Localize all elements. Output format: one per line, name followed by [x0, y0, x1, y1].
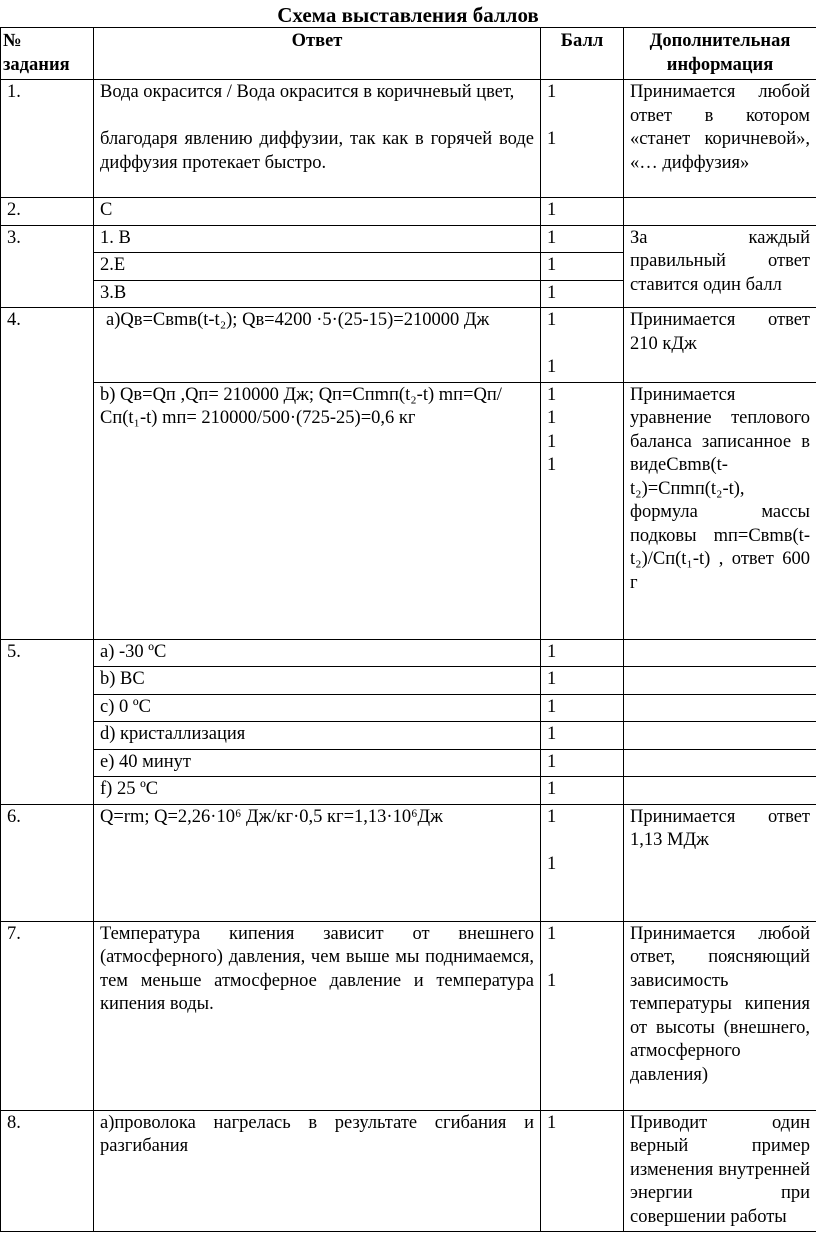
answer-text: Qп=Спmп(t₂-t) [318, 384, 435, 405]
answer-cell [94, 804, 541, 921]
info-cell: Принимается любой ответ в котором «станет коричневой», «… диффузия» [624, 80, 816, 198]
points-cell [541, 382, 624, 639]
table-row [1, 639, 816, 667]
points-value: 1 [541, 198, 624, 226]
table-row [1, 80, 816, 198]
answer-text: 3.В [94, 280, 541, 308]
table-row [1, 804, 816, 921]
answer-text: благодаря явлению диффузии, так как в горячей воде диффузия протекает быстро. [100, 129, 534, 173]
answer-text: c) 0 ºС [94, 694, 541, 722]
table-row [1, 382, 816, 639]
table-row [1, 308, 816, 383]
info-cell [624, 639, 816, 667]
info-cell: Приводит один верный пример изменения внутренней энергии при совершении работы [624, 1110, 816, 1232]
points-value: 1 [541, 749, 624, 777]
points-cell [541, 921, 624, 1110]
task-number: 2. [1, 198, 94, 226]
answer-cell [94, 308, 541, 383]
answer-text: mп=Qп/Сп(t₁-t) [100, 384, 502, 428]
points-value: 1 [547, 455, 557, 475]
answer-cell [94, 382, 541, 639]
table-row [1, 225, 816, 253]
task-number: 4. [1, 308, 94, 640]
header-answer: Ответ [94, 28, 541, 80]
table-row [1, 198, 816, 226]
points-value: 1 [547, 310, 557, 330]
points-value: 1 [547, 806, 557, 827]
points-value: 1 [547, 970, 557, 991]
info-cell [624, 722, 816, 750]
points-value: 1 [547, 82, 557, 102]
info-cell [624, 667, 816, 695]
task-number: 8. [1, 1110, 94, 1232]
points-value: 1 [547, 408, 557, 428]
table-row [1, 777, 816, 805]
table-row [1, 921, 816, 1110]
answer-text: С [94, 198, 541, 226]
answer-text: e) 40 минут [94, 749, 541, 777]
task-number: 5. [1, 639, 94, 804]
table-row [1, 694, 816, 722]
answer-text: Qв=4200 ·5·(25-15)=210000 Дж [242, 310, 490, 330]
points-value: 1 [547, 129, 557, 149]
points-value: 1 [547, 384, 557, 405]
table-row [1, 722, 816, 750]
answer-text: f) 25 ºС [94, 777, 541, 805]
points-value: 1 [547, 357, 557, 377]
answer-text: mп= 210000/500·(725-25)=0,6 кг [162, 408, 416, 428]
info-cell: Принимается ответ 210 кДж [624, 308, 816, 383]
answer-text: 1. В [94, 225, 541, 253]
points-cell [541, 804, 624, 921]
info-cell [624, 694, 816, 722]
info-cell: Принимается любой ответ, поясняющий зависимость температуры кипения от высоты (внешнего, атмосферного давления) [624, 921, 816, 1110]
points-value: 1 [541, 667, 624, 695]
answer-text: Температура кипения зависит от внешнего (атмосферного) давления, чем выше мы поднимаемся, тем меньше атмосферное давление и температура кипения воды. [94, 921, 541, 1110]
points-value: 1 [541, 694, 624, 722]
answer-text: а)проволока нагрелась в результате сгибания и разгибания [94, 1110, 541, 1232]
points-value: 1 [541, 253, 624, 281]
info-cell [624, 749, 816, 777]
points-value: 1 [541, 280, 624, 308]
answer-text: а)Qв=Свmв(t-t₂); [106, 310, 238, 330]
grading-table [0, 27, 816, 1232]
points-value: 1 [541, 639, 624, 667]
task-number: 3. [1, 225, 94, 308]
points-value: 1 [541, 225, 624, 253]
points-value: 1 [547, 853, 557, 874]
answer-text: Q=2,26·10⁶ Дж/кг·0,5 кг=1,13·10⁶Дж [154, 806, 443, 827]
page-title: Схема выставления баллов [277, 3, 539, 27]
answer-text: b) Qв=Qп ,Qп= 210000 Дж; [100, 384, 315, 405]
points-value: 1 [541, 722, 624, 750]
points-value: 1 [547, 431, 557, 452]
table-row [1, 667, 816, 695]
answer-text: Q=rm; [100, 806, 150, 827]
points-value: 1 [547, 923, 557, 944]
header-info: Дополнительная информация [624, 28, 816, 80]
table-row [1, 1110, 816, 1232]
info-cell [624, 198, 816, 226]
points-value: 1 [541, 1110, 624, 1232]
points-cell [541, 308, 624, 383]
header-row [1, 28, 816, 80]
task-number: 6. [1, 804, 94, 921]
info-cell: Принимается уравнение теплового баланса записанное в видеСвmв(t-t₂)=Спmп(t₂-t), формула массы подковы mп=Свmв(t-t₂)/Сп(t₁-t) , ответ 600 г [624, 382, 816, 639]
answer-text: Вода окрасится / Вода окрасится в коричневый цвет, [100, 82, 515, 102]
header-points: Балл [541, 28, 624, 80]
table-row [1, 749, 816, 777]
points-value: 1 [541, 777, 624, 805]
answer-text: b) ВС [94, 667, 541, 695]
answer-text: 2.Е [94, 253, 541, 281]
answer-cell [94, 80, 541, 198]
answer-text: а) -30 ºС [94, 639, 541, 667]
task-number: 1. [1, 80, 94, 198]
points-cell [541, 80, 624, 198]
answer-text: d) кристаллизация [94, 722, 541, 750]
info-cell [624, 777, 816, 805]
info-cell: Принимается ответ 1,13 МДж [624, 804, 816, 921]
info-cell: За каждый правильный ответ ставится один балл [624, 225, 816, 308]
task-number: 7. [1, 921, 94, 1110]
header-number: № задания [1, 28, 94, 80]
